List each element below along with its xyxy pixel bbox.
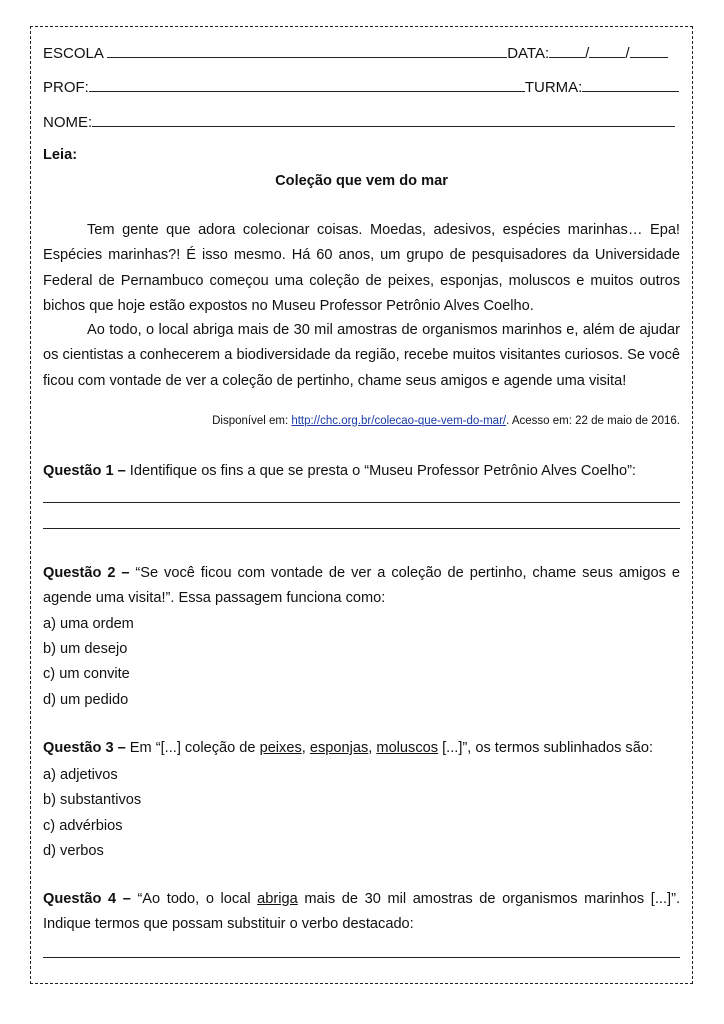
source-prefix: Disponível em:: [212, 415, 292, 427]
question-2-option-a[interactable]: a) uma ordem: [43, 616, 134, 632]
question-2-text: “Se você ficou com vontade de ver a coleção de pertinho, chame seus amigos e agende uma visita!”. Essa passagem funciona como:: [43, 565, 680, 607]
turma-label: TURMA:: [524, 79, 583, 96]
turma-field[interactable]: [582, 78, 679, 92]
question-3-text: Em “[...] coleção de: [125, 740, 260, 756]
question-3: [43, 736, 680, 761]
text-title: Coleção que vem do mar: [275, 173, 448, 189]
question-3-text: [...]”, os termos sublinhados são:: [438, 740, 653, 756]
question-2-option-b[interactable]: b) um desejo: [43, 641, 128, 657]
question-1-text: Identifique os fins a que se presta o “Museu Professor Petrônio Alves Coelho”:: [125, 463, 636, 479]
escola-field[interactable]: [107, 44, 507, 58]
question-2-option-c[interactable]: c) um convite: [43, 666, 130, 682]
question-1: [43, 459, 680, 484]
underlined-term: esponjas: [309, 740, 369, 756]
question-2-label: Questão 2 –: [43, 565, 130, 581]
date-separator: /: [625, 45, 630, 62]
question-3-text: ,: [301, 740, 310, 756]
header-prof-row: [43, 78, 680, 97]
date-month-field[interactable]: [589, 44, 625, 58]
header-escola-row: [43, 44, 680, 63]
question-3-label: Questão 3 –: [43, 740, 126, 756]
underlined-term: peixes: [259, 740, 302, 756]
instruction-label: Leia:: [43, 147, 78, 163]
question-3-option-b[interactable]: b) substantivos: [43, 792, 142, 808]
source-link[interactable]: http://chc.org.br/colecao-que-vem-do-mar/: [291, 415, 507, 427]
nome-label: NOME:: [43, 114, 93, 131]
question-3-option-d[interactable]: d) verbos: [43, 843, 104, 859]
text-paragraph-2: Ao todo, o local abriga mais de 30 mil amostras de organismos marinhos e, além de ajudar os cientistas a conhecerem a biodiversidade da região, recebe muitos visitantes curiosos. Se você ficou com vontade de ver a coleção de pertinho, chame seus amigos e agende uma visita!: [43, 322, 680, 389]
date-day-field[interactable]: [549, 44, 585, 58]
header-nome-row: [43, 113, 680, 132]
question-4-label: Questão 4 –: [43, 891, 131, 907]
answer-line[interactable]: [43, 502, 680, 503]
question-4: [43, 887, 680, 938]
underlined-verb: abriga: [257, 891, 298, 907]
question-2-option-d[interactable]: d) um pedido: [43, 692, 129, 708]
prof-label: PROF:: [43, 79, 89, 96]
question-3-text: ,: [368, 740, 377, 756]
underlined-term: moluscos: [376, 740, 439, 756]
date-separator: /: [585, 45, 590, 62]
answer-line[interactable]: [43, 528, 680, 529]
source-suffix: . Acesso em: 22 de maio de 2016.: [506, 415, 680, 427]
question-2: [43, 561, 680, 612]
question-3-option-a[interactable]: a) adjetivos: [43, 767, 118, 783]
source-citation: [212, 415, 680, 427]
date-year-field[interactable]: [630, 44, 668, 58]
nome-field[interactable]: [92, 113, 675, 127]
prof-field[interactable]: [89, 78, 525, 92]
text-paragraph-1: Tem gente que adora colecionar coisas. Moedas, adesivos, espécies marinhas… Epa! Espécies marinhas?! É isso mesmo. Há 60 anos, um grupo de pesquisadores da Universidade Federal de Pernambuco começou uma coleção de peixes, esponjas, moluscos e muitos outros bichos que hoje estão expostos no Museu Professor Petrônio Alves Coelho.: [43, 222, 680, 315]
answer-line[interactable]: [43, 957, 680, 958]
question-4-text: “Ao todo, o local: [130, 891, 258, 907]
worksheet-border: [30, 26, 693, 984]
data-label: DATA:: [507, 45, 550, 62]
question-4-text: mais de 30 mil amostras de organismos marinhos [...]”. Indique termos que possam substituir o verbo destacado:: [43, 891, 680, 933]
escola-label: ESCOLA: [43, 45, 104, 62]
question-1-label: Questão 1 –: [43, 463, 126, 479]
question-3-option-c[interactable]: c) advérbios: [43, 818, 123, 834]
